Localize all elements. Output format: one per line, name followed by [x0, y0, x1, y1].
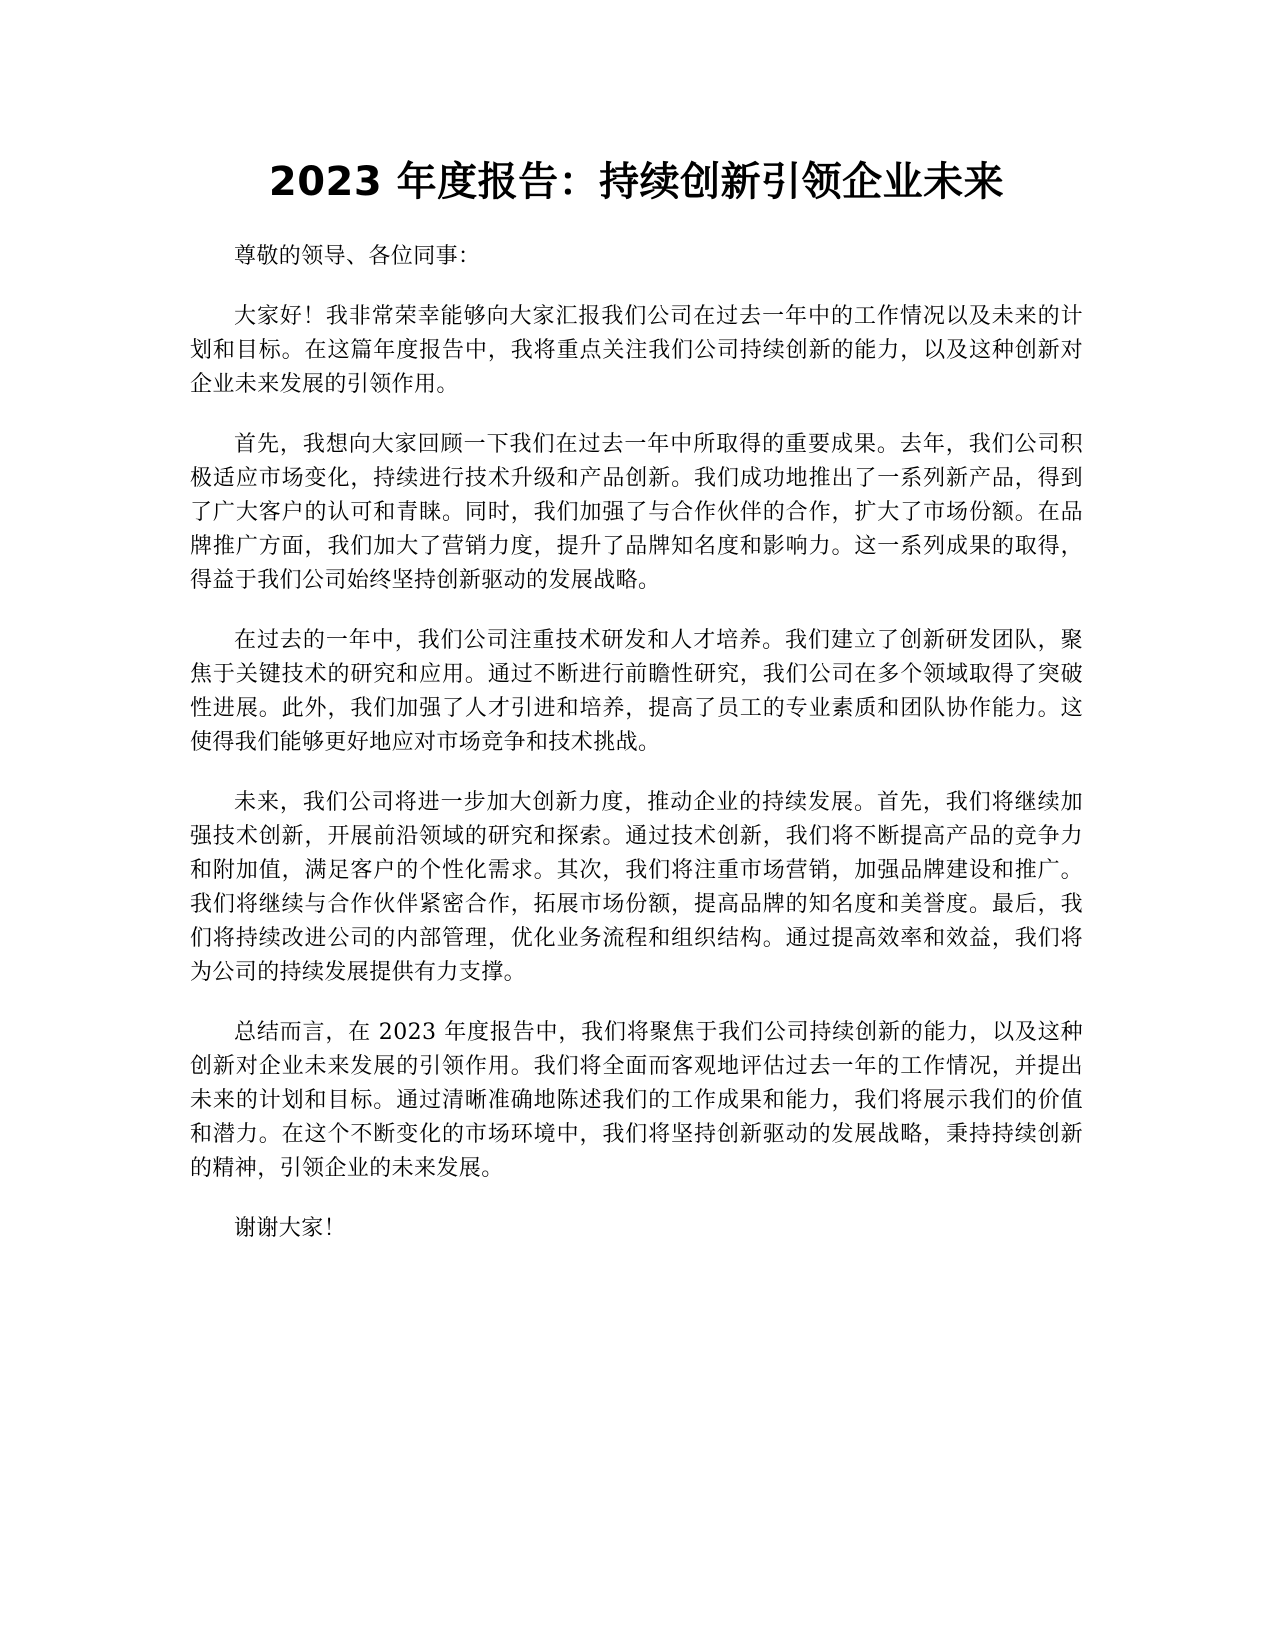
closing-thanks: 谢谢大家！	[234, 1216, 347, 1241]
paragraph-greeting: 大家好！我非常荣幸能够向大家汇报我们公司在过去一年中的工作情况以及未来的计划和目标。在这篇年度报告中，我将重点关注我们公司持续创新的能力，以及这种创新对企业未来发展的引领作用。	[190, 304, 1083, 397]
document-title: 2023 年度报告：持续创新引领企业未来	[268, 159, 1005, 205]
paragraph-future-plans: 未来，我们公司将进一步加大创新力度，推动企业的持续发展。首先，我们将继续加强技术创新，开展前沿领域的研究和探索。通过技术创新，我们将不断提高产品的竞争力和附加值，满足客户的个性化需求。其次，我们将注重市场营销，加强品牌建设和推广。我们将继续与合作伙伴紧密合作，拓展市场份额，提高品牌的知名度和美誉度。最后，我们将持续改进公司的内部管理，优化业务流程和组织结构。通过提高效率和效益，我们将为公司的持续发展提供有力支撑。	[190, 790, 1083, 985]
paragraph-achievements: 首先，我想向大家回顾一下我们在过去一年中所取得的重要成果。去年，我们公司积极适应市场变化，持续进行技术升级和产品创新。我们成功地推出了一系列新产品，得到了广大客户的认可和青睐。同时，我们加强了与合作伙伴的合作，扩大了市场份额。在品牌推广方面，我们加大了营销力度，提升了品牌知名度和影响力。这一系列成果的取得，得益于我们公司始终坚持创新驱动的发展战略。	[190, 432, 1083, 593]
salutation: 尊敬的领导、各位同事：	[234, 244, 481, 269]
paragraph-research-talent: 在过去的一年中，我们公司注重技术研发和人才培养。我们建立了创新研发团队，聚焦于关键技术的研究和应用。通过不断进行前瞻性研究，我们公司在多个领域取得了突破性进展。此外，我们加强了人才引进和培养，提高了员工的专业素质和团队协作能力。这使得我们能够更好地应对市场竞争和技术挑战。	[190, 628, 1083, 755]
paragraph-summary: 总结而言，在 2023 年度报告中，我们将聚焦于我们公司持续创新的能力，以及这种创新对企业未来发展的引领作用。我们将全面而客观地评估过去一年的工作情况，并提出未来的计划和目标。通过清晰准确地陈述我们的工作成果和能力，我们将展示我们的价值和潜力。在这个不断变化的市场环境中，我们将坚持创新驱动的发展战略，秉持持续创新的精神，引领企业的未来发展。	[190, 1020, 1083, 1181]
